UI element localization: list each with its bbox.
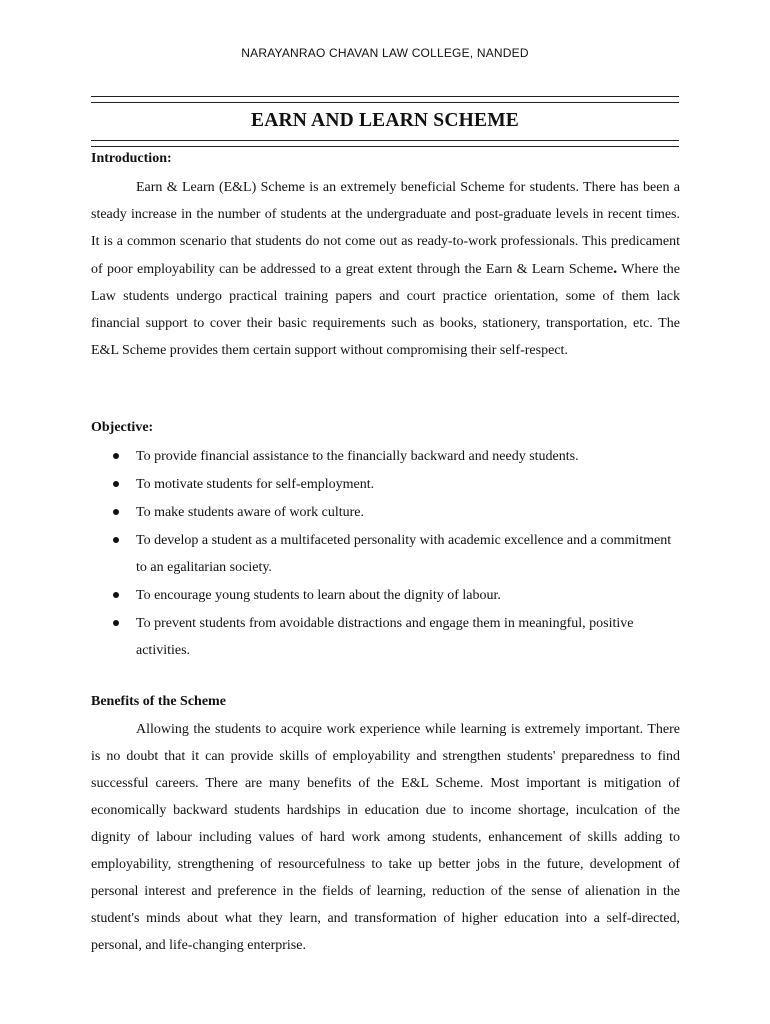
- objective-item: [91, 527, 680, 581]
- document-title: EARN AND LEARN SCHEME: [250, 110, 520, 131]
- bottom-double-rule: [91, 140, 679, 147]
- introduction-emphasis-dot: .: [613, 260, 618, 277]
- introduction-text-part2: Where the Law students undergo practical training papers and court practice orientation, some of them lack financial support to cover their basic requirements such as books, stationery, transportation, etc. The E&L Scheme provides them certain support without compromising their self-respect.: [91, 262, 680, 358]
- objective-item: [91, 443, 680, 470]
- bullet-icon: [113, 453, 119, 459]
- benefits-text: Allowing the students to acquire work experience while learning is extremely important. There is no doubt that it can provide skills of employability and strengthen students' preparedness to find successful careers. There are many benefits of the E&L Scheme. Most important is mitigation of economically backward students hardships in education due to income shortage, inculcation of the dignity of labour including values of hard work among students, enhancement of skills adding to employability, strengthening of resourcefulness to take up better jobs in the future, development of personal interest and preference in the fields of learning, reduction of the sense of alienation in the student's minds about what they learn, and transformation of higher education into a self-directed, personal, and life-changing enterprise.: [91, 722, 680, 953]
- introduction-text-part1: Earn & Learn (E&L) Scheme is an extremely beneficial Scheme for students. There has been a steady increase in the number of students at the undergraduate and post-graduate levels in recent times. It is a common scenario that students do not come out as ready-to-work professionals. This predicament of poor employability can be addressed to a great extent through the Earn & Learn Scheme: [91, 180, 680, 277]
- benefits-paragraph: [91, 716, 680, 959]
- bullet-icon: [113, 620, 119, 626]
- objective-item-text: To motivate students for self-employment.: [136, 477, 375, 492]
- objective-item: [91, 499, 680, 526]
- bullet-icon: [113, 537, 119, 543]
- objective-item: [91, 610, 680, 664]
- objective-item: [91, 582, 680, 609]
- top-double-rule: [91, 96, 679, 103]
- objective-item-text: To make students aware of work culture.: [136, 505, 364, 520]
- objective-item-text: To encourage young students to learn about the dignity of labour.: [136, 588, 501, 603]
- bullet-icon: [113, 509, 119, 515]
- objective-item-text: To prevent students from avoidable distractions and engage them in meaningful, positive activities.: [136, 616, 634, 658]
- objective-item-text: To develop a student as a multifaceted personality with academic excellence and a commitment to an egalitarian society.: [136, 533, 672, 575]
- objective-item: [91, 471, 680, 498]
- objective-heading: Objective:: [91, 420, 154, 435]
- college-header: NARAYANRAO CHAVAN LAW COLLEGE, NANDED: [241, 46, 529, 60]
- bullet-icon: [113, 481, 119, 487]
- benefits-heading: Benefits of the Scheme: [91, 694, 226, 709]
- bullet-icon: [113, 592, 119, 598]
- objective-list: [91, 443, 680, 665]
- introduction-paragraph: [91, 174, 680, 364]
- introduction-heading: Introduction:: [91, 151, 172, 166]
- objective-item-text: To provide financial assistance to the financially backward and needy students.: [136, 449, 579, 464]
